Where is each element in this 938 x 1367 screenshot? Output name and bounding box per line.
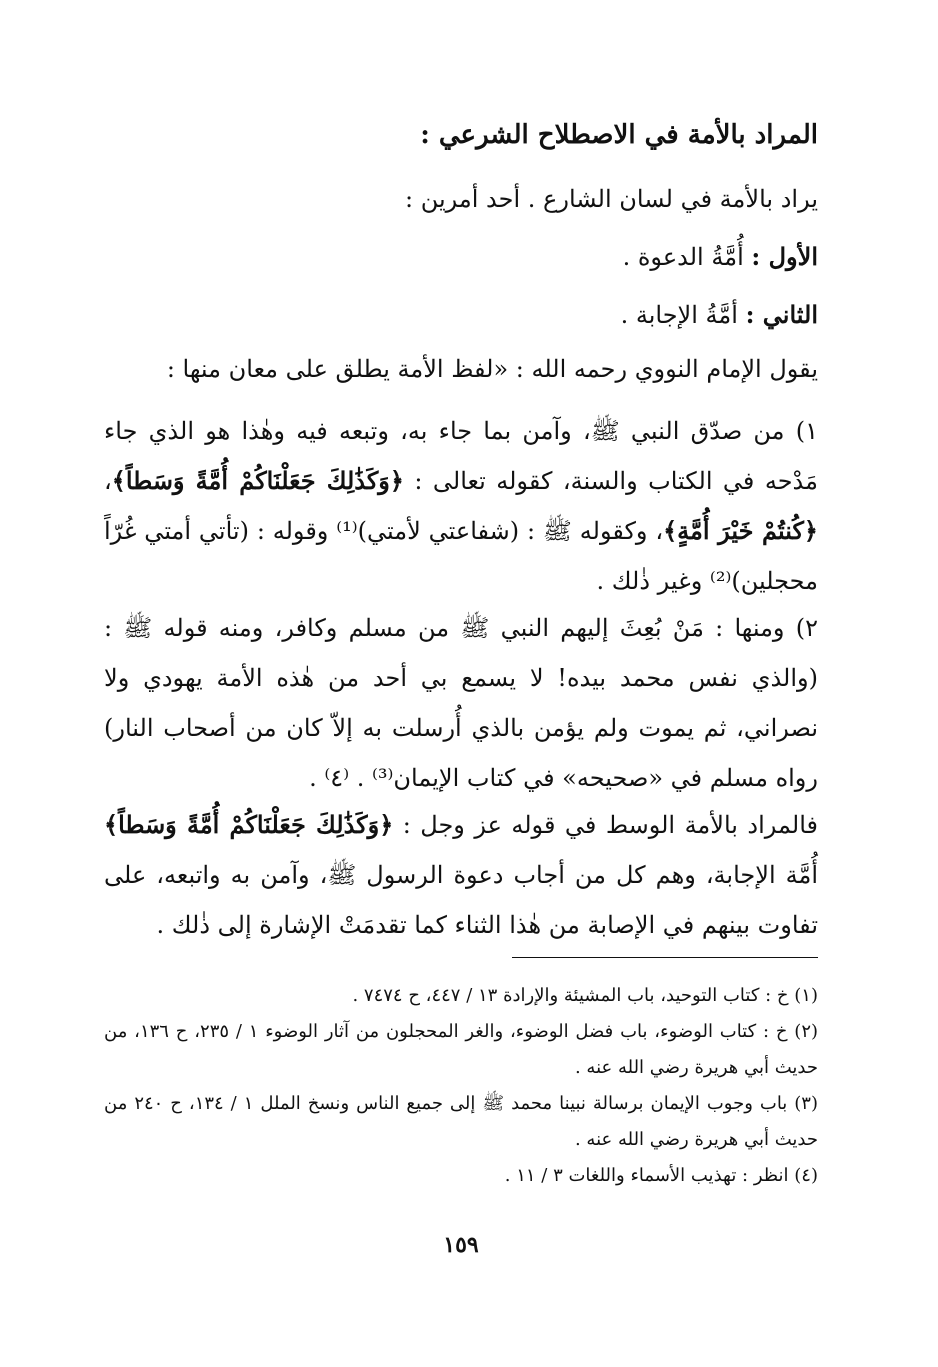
second-item-text: أمَّةُ الإجابة .	[620, 301, 738, 329]
meaning-one-rest: ، وكقوله ﷺ : (شفاعتي لأمتي)⁽¹⁾ وقوله : (تأتي أمتي غُرّاً محجلين)⁽²⁾ وغير ذٰلك .	[104, 517, 818, 595]
conclusion-paragraph	[104, 800, 818, 950]
nawawi-quote-intro: يقول الإمام النووي رحمه الله : «لفظ الأمة يطلق على معان منها :	[166, 355, 818, 383]
footnote-2: (٢) خ : كتاب الوضوء، باب فضل الوضوء، والغر المحجلون من آثار الوضوء ١ / ٢٣٥، ح ١٣٦، من حديث أبي هريرة رضي الله عنه .	[104, 1021, 819, 1078]
intro-line: يراد بالأمة في لسان الشارع . أحد أمرين :	[405, 185, 818, 213]
footnote-1: (١) خ : كتاب التوحيد، باب المشيئة والإرادة ١٣ / ٤٤٧، ح ٧٤٧٤ .	[352, 985, 818, 1006]
book-page	[104, 0, 818, 1367]
footnotes	[104, 978, 818, 1194]
conclusion-rest: أُمَّة الإجابة، وهم كل من أجاب دعوة الرسول ﷺ، وآمن به واتبعه، على تفاوت بينهم في الإصابة من هٰذا الثناء كما تقدمَتْ الإشارة إلى ذٰلك .	[104, 861, 818, 939]
second-item-label: الثاني :	[745, 300, 818, 329]
meaning-one-lead: ١) من صدّق النبي ﷺ، وآمن بما جاء به، وتبعه فيه وهٰذا هو الذي جاء مَدْحه في الكتاب والسنة، كقوله تعالى :	[104, 417, 818, 495]
quran-verse-khayr: ﴿كُنتُمْ خَيْرَ أُمَّةٍ﴾	[663, 516, 818, 545]
footnote-4: (٤) انظر : تهذيب الأسماء واللغات ٣ / ١١ .	[504, 1165, 818, 1186]
quran-verse-wasat: ﴿وَكَذَٰلِكَ جَعَلْنَاكُمْ أُمَّةً وَسَطاً﴾	[111, 466, 404, 495]
page-number: ١٥٩	[443, 1232, 479, 1258]
first-item	[623, 242, 818, 271]
conclusion-lead: فالمراد بالأمة الوسط في قوله عز وجل :	[402, 811, 819, 839]
second-item	[621, 300, 818, 329]
first-item-label: الأول :	[751, 242, 818, 271]
quran-verse-wasat-2: ﴿وَكَذَٰلِكَ جَعَلْنَاكُمْ أُمَّةً وَسَطاً﴾	[104, 810, 394, 839]
footnote-3: (٣) باب وجوب الإيمان برسالة نبينا محمد ﷺ إلى جميع الناس ونسخ الملل ١ / ١٣٤، ح ٢٤٠ من حديث أبي هريرة رضي الله عنه .	[104, 1093, 818, 1150]
section-heading: المراد بالأمة في الاصطلاح الشرعي :	[420, 120, 818, 150]
verse-separator: ،	[104, 467, 112, 495]
meaning-one-paragraph	[104, 406, 818, 606]
first-item-text: أُمَّةُ الدعوة .	[622, 243, 744, 271]
meaning-two-paragraph: ٢) ومنها : مَنْ بُعِثَ إليهم النبي ﷺ من مسلم وكافر، ومنه قوله ﷺ : (والذي نفس محمد بيده! لا يسمع بي أحد من هٰذه الأمة يهودي ولا نصراني، ثم يموت ولم يؤمن بالذي أُرسلت به إلاّ كان من أصحاب النار) رواه مسلم في «صحيحه» في كتاب الإيمان⁽³⁾ . ⁽٤⁾ .	[104, 614, 818, 792]
footnote-separator	[512, 957, 818, 958]
